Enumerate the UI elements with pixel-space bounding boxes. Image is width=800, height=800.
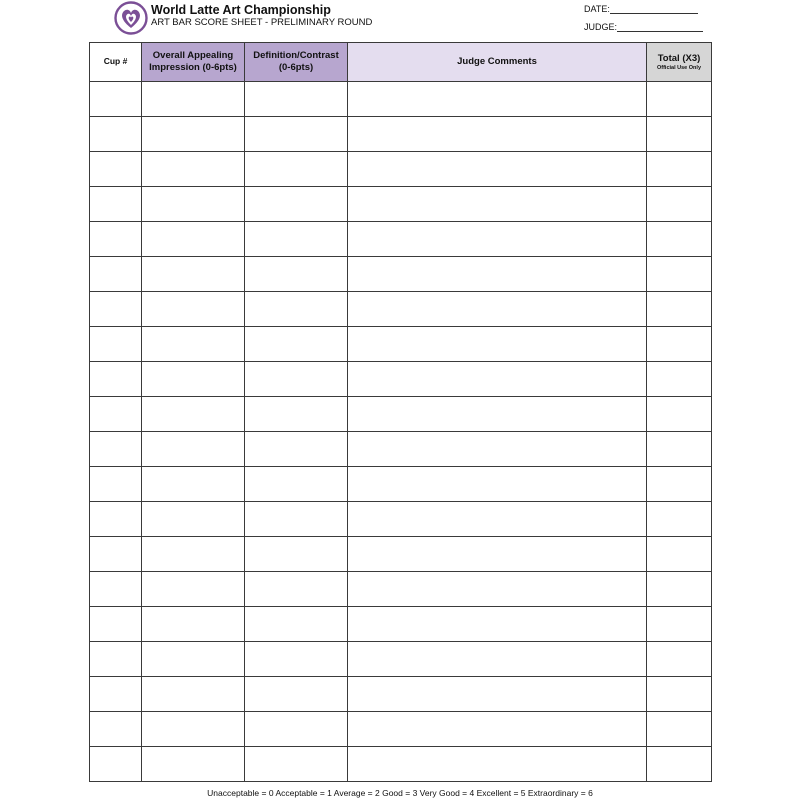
table-row [90,152,712,187]
cell-definition[interactable] [245,432,348,467]
cell-impression[interactable] [142,712,245,747]
table-row [90,292,712,327]
table-row [90,397,712,432]
cell-comments[interactable] [348,607,647,642]
column-header-comments: Judge Comments [348,43,647,82]
cell-comments[interactable] [348,82,647,117]
cell-impression[interactable] [142,432,245,467]
page-title: World Latte Art Championship [151,3,331,17]
cell-total[interactable] [647,502,712,537]
cell-impression[interactable] [142,677,245,712]
table-row [90,642,712,677]
cell-cup[interactable] [90,397,142,432]
cell-definition[interactable] [245,502,348,537]
cell-comments[interactable] [348,187,647,222]
impression-header-line1: Overall Appealing [152,49,234,61]
scoring-legend: Unacceptable = 0 Acceptable = 1 Average = 2 Good = 3 Very Good = 4 Excellent = 5 Extraordinary = 6 [207,788,593,798]
table-row [90,467,712,502]
cell-cup[interactable] [90,572,142,607]
column-header-impression [142,43,245,82]
total-header-note: Official Use Only [656,65,701,72]
cell-comments[interactable] [348,502,647,537]
cell-cup[interactable] [90,537,142,572]
cell-definition[interactable] [245,117,348,152]
cell-comments[interactable] [348,572,647,607]
cell-comments[interactable] [348,467,647,502]
cell-impression[interactable] [142,117,245,152]
cell-definition[interactable] [245,642,348,677]
cell-cup[interactable] [90,712,142,747]
cell-cup[interactable] [90,432,142,467]
cell-impression[interactable] [142,222,245,257]
cell-comments[interactable] [348,432,647,467]
cell-cup[interactable] [90,327,142,362]
cell-impression[interactable] [142,467,245,502]
table-row [90,222,712,257]
cell-definition[interactable] [245,152,348,187]
table-row [90,712,712,747]
definition-header-line2: (0-6pts) [278,62,314,73]
cell-total[interactable] [647,292,712,327]
table-row [90,747,712,782]
cell-definition[interactable] [245,362,348,397]
judge-input-line[interactable] [617,22,703,32]
cell-definition[interactable] [245,712,348,747]
column-header-cup: Cup # [90,43,142,82]
column-header-total [647,43,712,82]
cell-total[interactable] [647,152,712,187]
table-header-row [90,43,712,82]
cell-cup[interactable] [90,502,142,537]
cell-total[interactable] [647,362,712,397]
table-row [90,537,712,572]
cell-impression[interactable] [142,327,245,362]
cell-total[interactable] [647,222,712,257]
latte-art-heart-icon [114,1,148,35]
cell-cup[interactable] [90,117,142,152]
cell-impression[interactable] [142,642,245,677]
cell-definition[interactable] [245,82,348,117]
cell-impression[interactable] [142,362,245,397]
cell-cup[interactable] [90,187,142,222]
cell-comments[interactable] [348,152,647,187]
cell-comments[interactable] [348,292,647,327]
score-rows [90,82,712,782]
cell-definition[interactable] [245,397,348,432]
cell-definition[interactable] [245,327,348,362]
table-row [90,607,712,642]
cell-definition[interactable] [245,677,348,712]
cell-cup[interactable] [90,467,142,502]
cell-comments[interactable] [348,747,647,782]
cell-impression[interactable] [142,82,245,117]
cell-total[interactable] [647,257,712,292]
cell-total[interactable] [647,327,712,362]
cell-definition[interactable] [245,747,348,782]
definition-header-line1: Definition/Contrast [253,49,339,61]
cell-impression[interactable] [142,747,245,782]
table-row [90,187,712,222]
cell-cup[interactable] [90,677,142,712]
cell-total[interactable] [647,537,712,572]
cell-comments[interactable] [348,257,647,292]
table-row [90,502,712,537]
table-row [90,432,712,467]
cell-comments[interactable] [348,642,647,677]
cell-cup[interactable] [90,222,142,257]
column-header-definition [245,43,348,82]
cell-comments[interactable] [348,362,647,397]
cell-definition[interactable] [245,467,348,502]
table-row [90,572,712,607]
cell-cup[interactable] [90,747,142,782]
cell-definition[interactable] [245,187,348,222]
table-row [90,327,712,362]
cell-total[interactable] [647,747,712,782]
cell-cup[interactable] [90,362,142,397]
table-row [90,362,712,397]
cell-impression[interactable] [142,187,245,222]
cell-comments[interactable] [348,712,647,747]
cell-total[interactable] [647,642,712,677]
date-input-line[interactable] [610,4,698,14]
judge-label: JUDGE: [584,22,618,32]
date-label: DATE: [584,4,610,14]
cell-total[interactable] [647,572,712,607]
cell-comments[interactable] [348,117,647,152]
cell-comments[interactable] [348,222,647,257]
cell-total[interactable] [647,712,712,747]
cell-comments[interactable] [348,677,647,712]
cell-impression[interactable] [142,292,245,327]
cell-comments[interactable] [348,397,647,432]
cell-cup[interactable] [90,82,142,117]
cell-total[interactable] [647,397,712,432]
cell-impression[interactable] [142,152,245,187]
table-row [90,82,712,117]
cell-total[interactable] [647,117,712,152]
table-row [90,257,712,292]
cell-impression[interactable] [142,502,245,537]
cell-total[interactable] [647,467,712,502]
table-row [90,677,712,712]
cell-definition[interactable] [245,257,348,292]
cell-cup[interactable] [90,607,142,642]
judge-field[interactable] [584,22,703,32]
table-row [90,117,712,152]
impression-header-line2: Impression (0-6pts) [149,62,237,73]
cell-cup[interactable] [90,642,142,677]
total-header-label: Total (X3) [657,52,701,64]
cell-definition[interactable] [245,572,348,607]
cell-total[interactable] [647,607,712,642]
cell-impression[interactable] [142,257,245,292]
cell-cup[interactable] [90,152,142,187]
cell-definition[interactable] [245,537,348,572]
cell-impression[interactable] [142,537,245,572]
cell-total[interactable] [647,187,712,222]
cell-impression[interactable] [142,397,245,432]
cell-definition[interactable] [245,292,348,327]
cell-impression[interactable] [142,572,245,607]
cell-total[interactable] [647,432,712,467]
score-table [89,42,712,782]
cell-comments[interactable] [348,327,647,362]
page-subtitle: ART BAR SCORE SHEET - PRELIMINARY ROUND [151,17,373,28]
cell-total[interactable] [647,82,712,117]
cell-comments[interactable] [348,537,647,572]
cell-definition[interactable] [245,222,348,257]
date-field[interactable] [584,4,698,14]
cell-total[interactable] [647,677,712,712]
cell-definition[interactable] [245,607,348,642]
sheet-header [0,0,800,40]
cell-impression[interactable] [142,607,245,642]
cell-cup[interactable] [90,292,142,327]
cell-cup[interactable] [90,257,142,292]
